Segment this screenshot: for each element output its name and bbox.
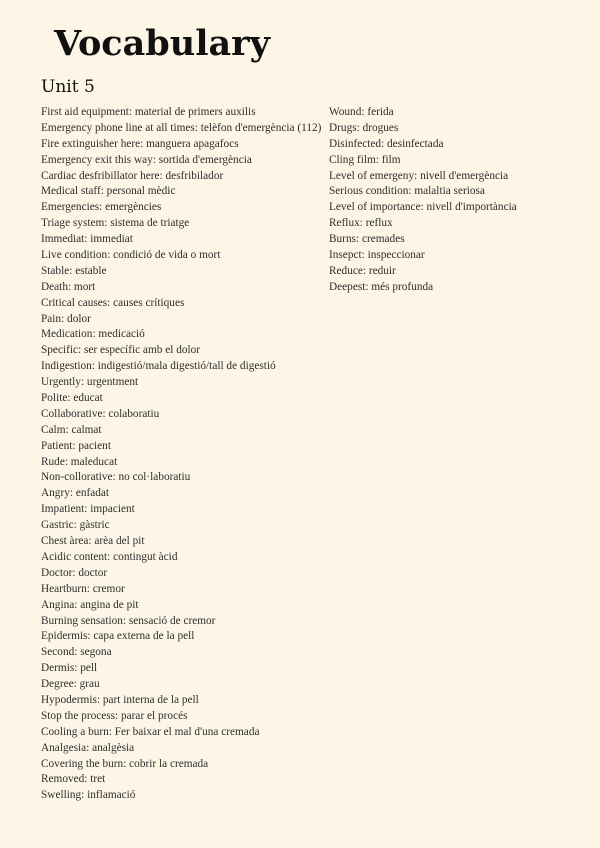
vocabulary-entry: Cooling a burn: Fer baixar el mal d'una cremada: [41, 725, 260, 738]
vocabulary-entry: Cardiac desfribillator here: desfribilador: [41, 169, 224, 182]
vocabulary-entry: Emergencies: emergències: [41, 201, 162, 214]
vocabulary-entry: Rude: maleducat: [41, 455, 118, 468]
vocabulary-entry: Angina: angina de pit: [41, 598, 139, 611]
vocabulary-entry: Urgently: urgentment: [41, 376, 139, 389]
vocabulary-entry: Death: mort: [41, 280, 96, 293]
page-title: Vocabulary: [54, 23, 270, 64]
vocabulary-entry: Emergency exit this way: sortida d'emergència: [41, 153, 252, 166]
vocabulary-entry: Acidic content: contingut àcid: [41, 550, 178, 563]
vocabulary-entry: Collaborative: colaboratiu: [41, 407, 160, 420]
vocabulary-entry: Epidermis: capa externa de la pell: [41, 630, 195, 643]
vocabulary-entry: Heartburn: cremor: [41, 582, 125, 595]
vocabulary-entry: Critical causes: causes crítiques: [41, 296, 185, 309]
vocabulary-entry: Disinfected: desinfectada: [329, 137, 444, 150]
vocabulary-entry: Indigestion: indigestió/mala digestió/tall de digestió: [41, 360, 276, 373]
vocabulary-entry: Medical staff: personal mèdic: [41, 185, 176, 198]
vocabulary-entry: Polite: educat: [41, 392, 103, 405]
vocabulary-entry: Drugs: drogues: [329, 121, 399, 134]
vocabulary-entry: Cling film: film: [329, 153, 401, 166]
vocabulary-entry: Medication: medicació: [41, 328, 145, 341]
vocabulary-entry: Burns: cremades: [329, 233, 405, 246]
vocabulary-entry: Analgesia: analgèsia: [41, 741, 135, 754]
vocabulary-entry: Deepest: més profunda: [329, 280, 434, 293]
vocabulary-entry: Hypodermis: part interna de la pell: [41, 693, 199, 706]
vocabulary-entry: Stop the process: parar el procés: [41, 709, 188, 722]
vocabulary-entry: Burning sensation: sensació de cremor: [41, 614, 216, 627]
vocabulary-entry: Level of emergeny: nivell d'emergència: [329, 169, 509, 182]
vocabulary-entry: Degree: grau: [41, 678, 100, 691]
vocabulary-entry: Swelling: inflamació: [41, 789, 136, 802]
vocabulary-entry: Patient: pacient: [41, 439, 111, 452]
vocabulary-entry: Immediat: immediat: [41, 233, 133, 246]
vocabulary-entry: First aid equipment: material de primers auxilis: [41, 106, 256, 118]
vocabulary-entry: Wound: ferida: [329, 106, 394, 118]
vocabulary-list-right: [329, 105, 589, 296]
vocabulary-entry: Serious condition: malaltia seriosa: [329, 185, 485, 198]
vocabulary-entry: Removed: tret: [41, 773, 106, 786]
vocabulary-entry: Fire extinguisher here: manguera apagafocs: [41, 137, 239, 150]
vocabulary-entry: Live condition: condició de vida o mort: [41, 249, 221, 262]
vocabulary-entry: Impatient: impacient: [41, 503, 135, 516]
vocabulary-entry: Emergency phone line at all times: telèfon d'emergència (112): [41, 121, 322, 134]
vocabulary-entry: Insepct: inspeccionar: [329, 249, 425, 262]
vocabulary-entry: Second: segona: [41, 646, 112, 659]
vocabulary-entry: Level of importance: nivell d'importància: [329, 201, 517, 214]
vocabulary-entry: Dermis: pell: [41, 662, 98, 675]
vocabulary-entry: Triage system: sistema de triatge: [41, 217, 190, 230]
unit-heading: Unit 5: [41, 77, 95, 97]
vocabulary-entry: Non-collorative: no col·laboratiu: [41, 471, 191, 484]
vocabulary-list-left: [41, 105, 326, 804]
vocabulary-entry: Calm: calmat: [41, 423, 102, 436]
vocabulary-entry: Angry: enfadat: [41, 487, 110, 500]
vocabulary-entry: Doctor: doctor: [41, 566, 108, 579]
vocabulary-entry: Specific: ser específic amb el dolor: [41, 344, 201, 357]
vocabulary-entry: Reflux: reflux: [329, 217, 393, 230]
vocabulary-entry: Stable: estable: [41, 264, 107, 277]
vocabulary-entry: Covering the burn: cobrir la cremada: [41, 757, 209, 770]
vocabulary-entry: Gastric: gàstric: [41, 519, 110, 532]
vocabulary-entry: Pain: dolor: [41, 312, 91, 325]
vocabulary-entry: Chest àrea: arèa del pit: [41, 535, 145, 548]
vocabulary-entry: Reduce: reduir: [329, 264, 396, 277]
